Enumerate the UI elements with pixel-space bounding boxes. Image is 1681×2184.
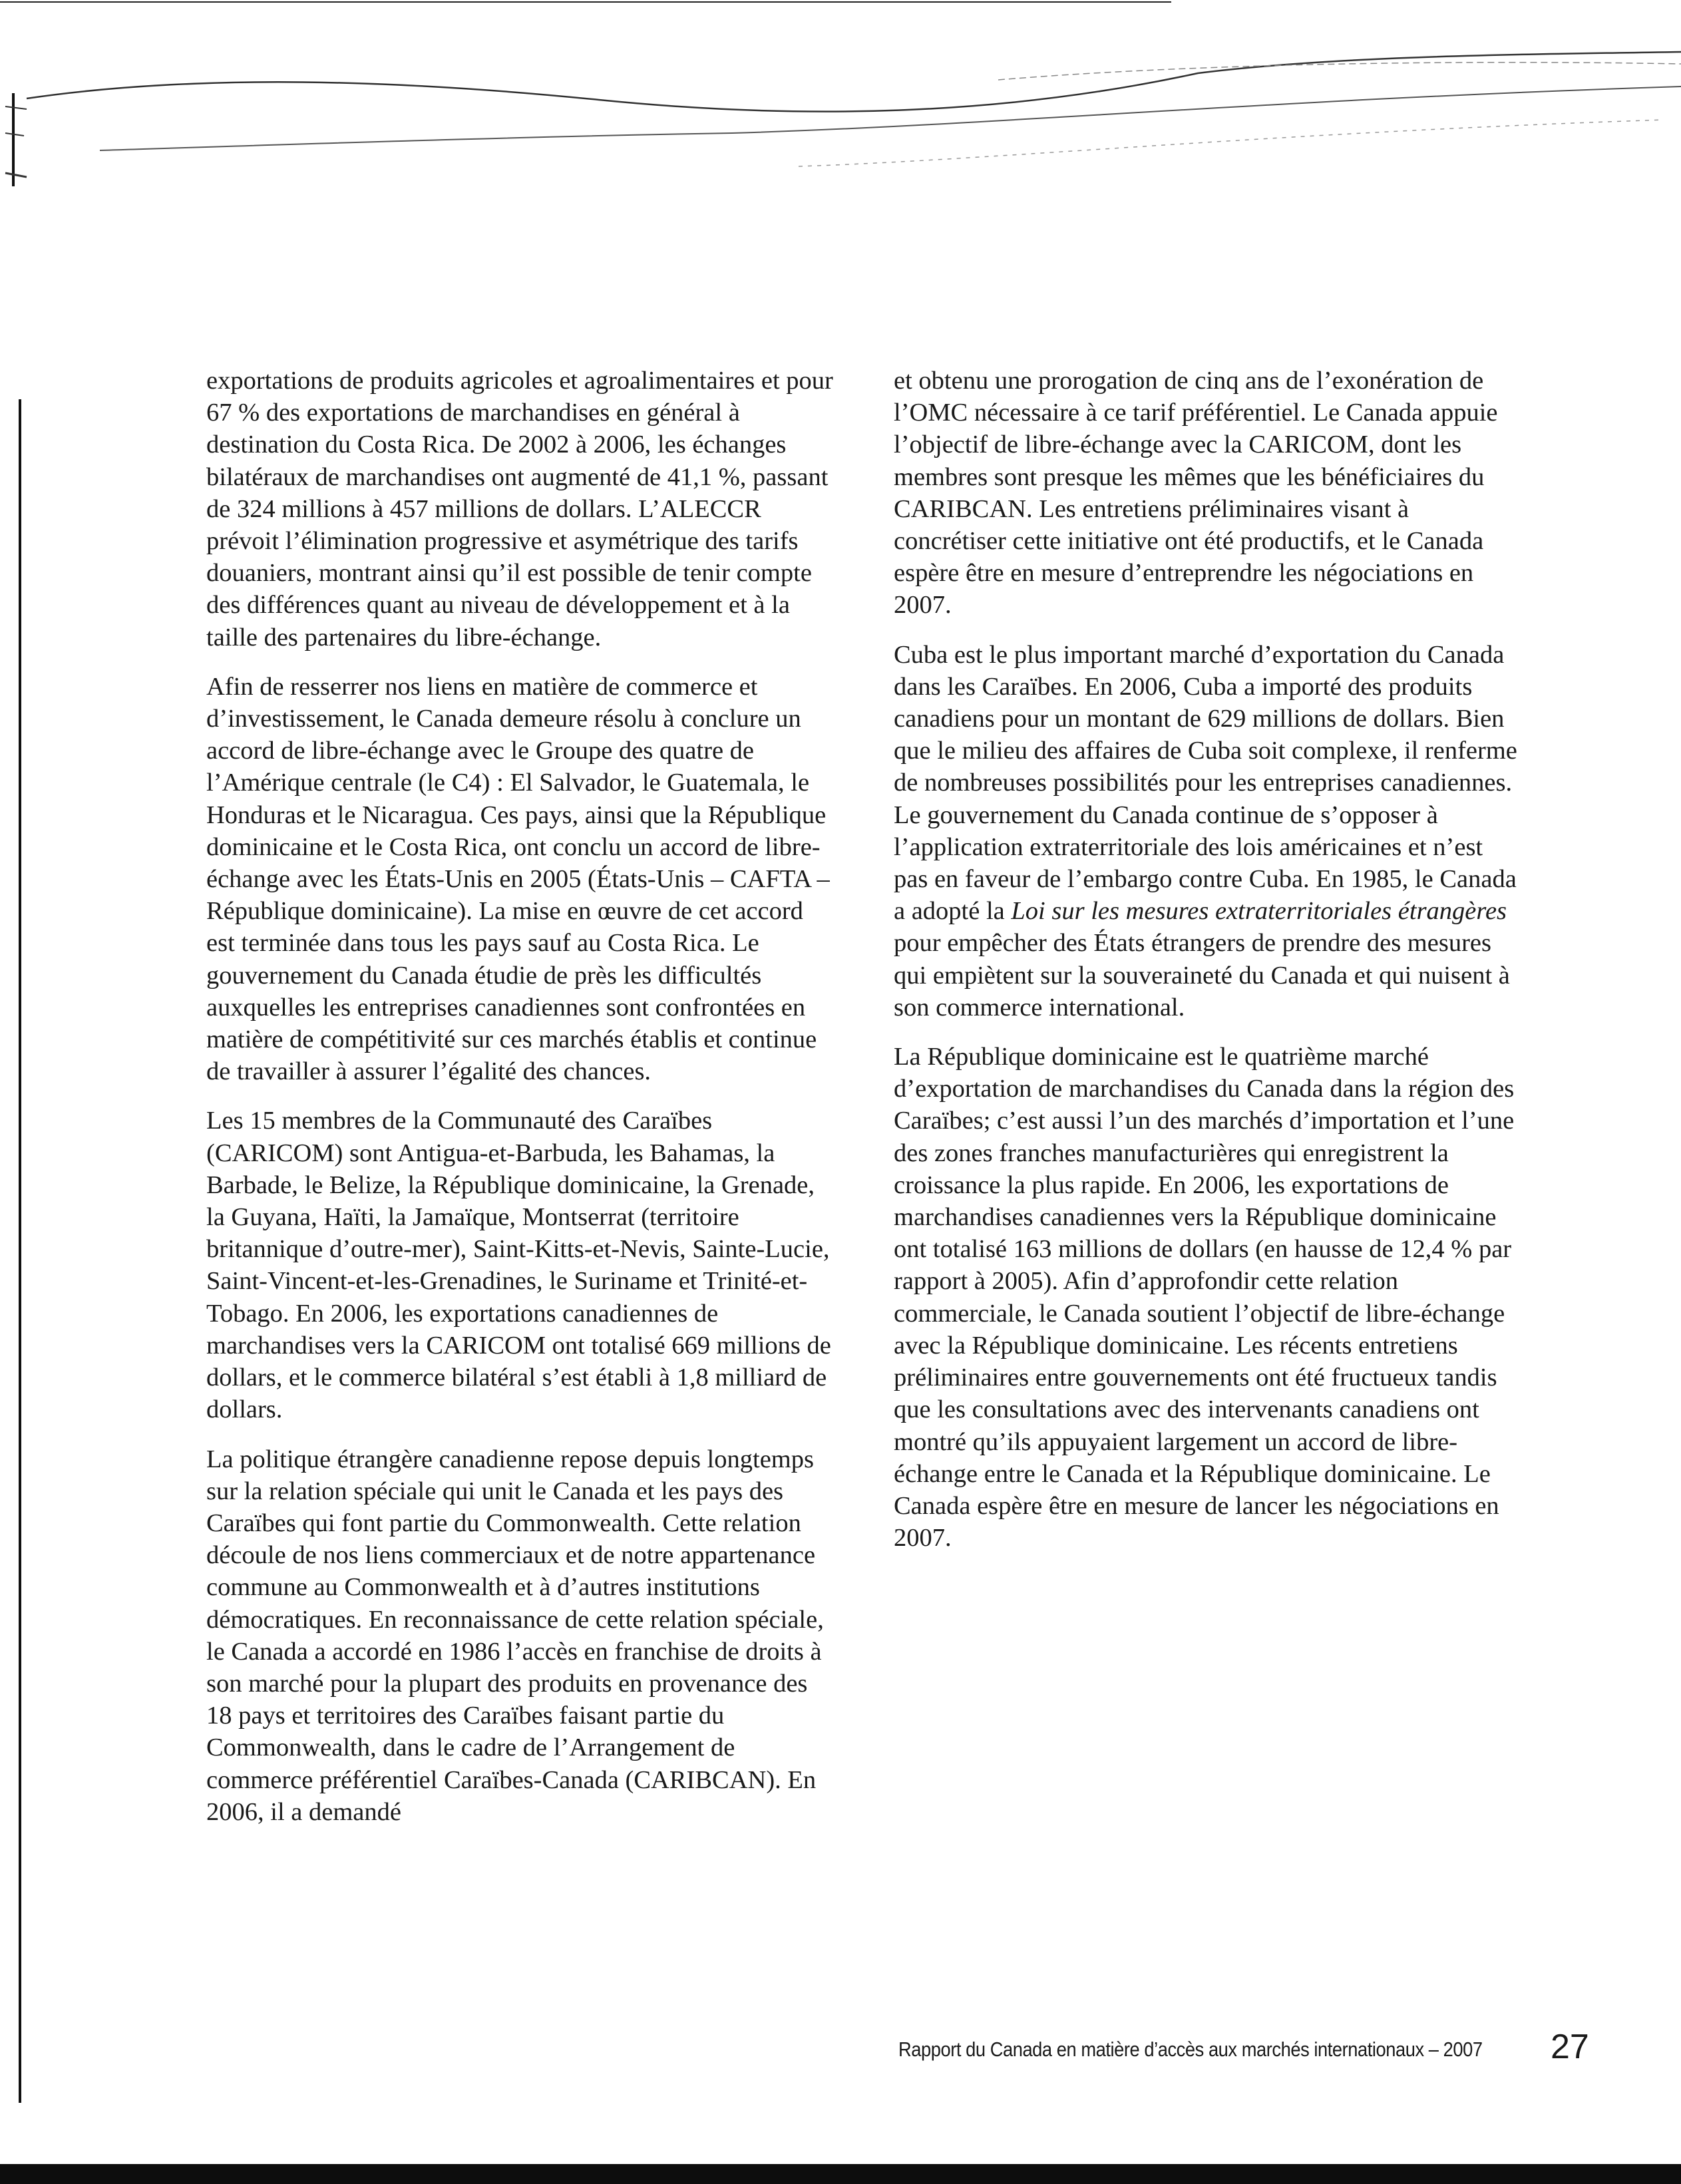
left-paragraph-1: exportations de produits agricoles et agroalimentaires et pour 67 % des exportations de marchandises en général à destination du Costa Rica. De 2002 à 2006, les échanges bilatéraux de marchandises ont augmenté de 41,1 %, passant de 324 millions à 457 millions de dollars. L’ALECCR prévoit l’élimination progressive et asymétrique des tarifs douaniers, montrant ainsi qu’il est possible de tenir compte des différences quant au niveau de développement et à la taille des partenaires du libre-échange. [206, 367, 833, 651]
right-paragraph-2 [894, 639, 1523, 1023]
left-text-column [206, 365, 835, 1845]
left-paragraph-3: Les 15 membres de la Communauté des Caraïbes (CARICOM) sont Antigua-et-Barbuda, les Bahamas, la Barbade, le Belize, la République dominicaine, la Grenade, la Guyana, Haïti, la Jamaïque, Montserrat (territoire britannique d’outre-mer), Saint-Kitts-et-Nevis, Sainte-Lucie, Saint-Vincent-et-les-Grenadines, le Suriname et Trinité-et-Tobago. En 2006, les exportations canadiennes de marchandises vers la CARICOM ont totalisé 669 millions de dollars, et le commerce bilatéral s’est établi à 1,8 milliard de dollars. [206, 1107, 831, 1424]
left-binding-edge [0, 80, 40, 2103]
right-paragraph-2-text-end: pour empêcher des États étrangers de prendre des mesures qui empiètent sur la souveraineté du Canada et qui nuisent à son commerce international. [894, 929, 1510, 1021]
left-paragraph-4: La politique étrangère canadienne repose depuis longtemps sur la relation spéciale qui unit le Canada et les pays des Caraïbes qui font partie du Commonwealth. Cette relation découle de nos liens commerciaux et de notre appartenance commune au Commonwealth et à d’autres institutions démocratiques. En reconnaissance de cette relation spéciale, le Canada a accordé en 1986 l’accès en franchise de droits à son marché pour la plupart des produits en provenance des 18 pays et territoires des Caraïbes faisant partie du Commonwealth, dans le cadre de l’Arrangement de commerce préférentiel Caraïbes-Canada (CARIBCAN). En 2006, il a demandé [206, 1445, 824, 1826]
left-paragraph-2: Afin de resserrer nos liens en matière de commerce et d’investissement, le Canada demeure résolu à conclure un accord de libre-échange avec le Groupe des quatre de l’Amérique centrale (le C4) : El Salvador, le Guatemala, le Honduras et le Nicaragua. Ces pays, ainsi que la République dominicaine et le Costa Rica, ont conclu un accord de libre-échange avec les États-Unis en 2005 (États-Unis – CAFTA – République dominicaine). La mise en œuvre de cet accord est terminée dans tous les pays sauf au Costa Rica. Le gouvernement du Canada étudie de près les difficultés auxquelles les entreprises canadiennes sont confrontées en matière de compétitivité sur ces marchés établis et continue de travailler à assurer l’égalité des chances. [206, 672, 830, 1086]
law-title-italic: Loi sur les mesures extraterritoriales étrangères [1011, 897, 1507, 926]
right-paragraph-3: La République dominicaine est le quatrième marché d’exportation de marchandises du Canada dans la région des Caraïbes; c’est aussi l’un des marchés d’importation et l’une des zones franches manufacturières qui enregistrent la croissance la plus rapide. En 2006, les exportations de marchandises canadiennes vers la République dominicaine ont totalisé 163 millions de dollars (en hausse de 12,4 % par rapport à 2005). Afin d’approfondir cette relation commerciale, le Canada soutient l’objectif de libre-échange avec la République dominicaine. Les récents entretiens préliminaires entre gouvernements ont été fructueux tandis que les consultations avec des intervenants canadiens ont montré qu’ils appuyaient largement un accord de libre-échange entre le Canada et la République dominicaine. Le Canada espère être en mesure de lancer les négociations en 2007. [894, 1043, 1515, 1552]
right-paragraph-1: et obtenu une prorogation de cinq ans de l’exonération de l’OMC nécessaire à ce tarif préférentiel. Le Canada appuie l’objectif de libre-échange avec la CARICOM, dont les membres sont presque les mêmes que les bénéficiaires du CARIBCAN. Les entretiens préliminaires visant à concrétiser cette initiative ont été productifs, et le Canada espère être en mesure d’entreprendre les négociations en 2007. [894, 367, 1498, 620]
right-text-column [894, 365, 1523, 1571]
footer-report-title: Rapport du Canada en matière d’accès aux marchés internationaux – 2007 [898, 2038, 1483, 2061]
top-decorative-lines [0, 0, 1681, 226]
page-number: 27 [1551, 2028, 1589, 2066]
right-paragraph-2-text-start: Cuba est le plus important marché d’exportation du Canada dans les Caraïbes. En 2006, Cuba a importé des produits canadiens pour un montant de 629 millions de dollars. Bien que le milieu des affaires de Cuba soit complexe, il renferme de nombreuses possibilités pour les entreprises canadiennes. Le gouvernement du Canada continue de s’opposer à l’application extraterritoriale des lois américaines et n’est pas en faveur de l’embargo contre Cuba. En 1985, le Canada a adopté la [894, 640, 1517, 926]
bottom-scan-band [0, 2164, 1681, 2184]
